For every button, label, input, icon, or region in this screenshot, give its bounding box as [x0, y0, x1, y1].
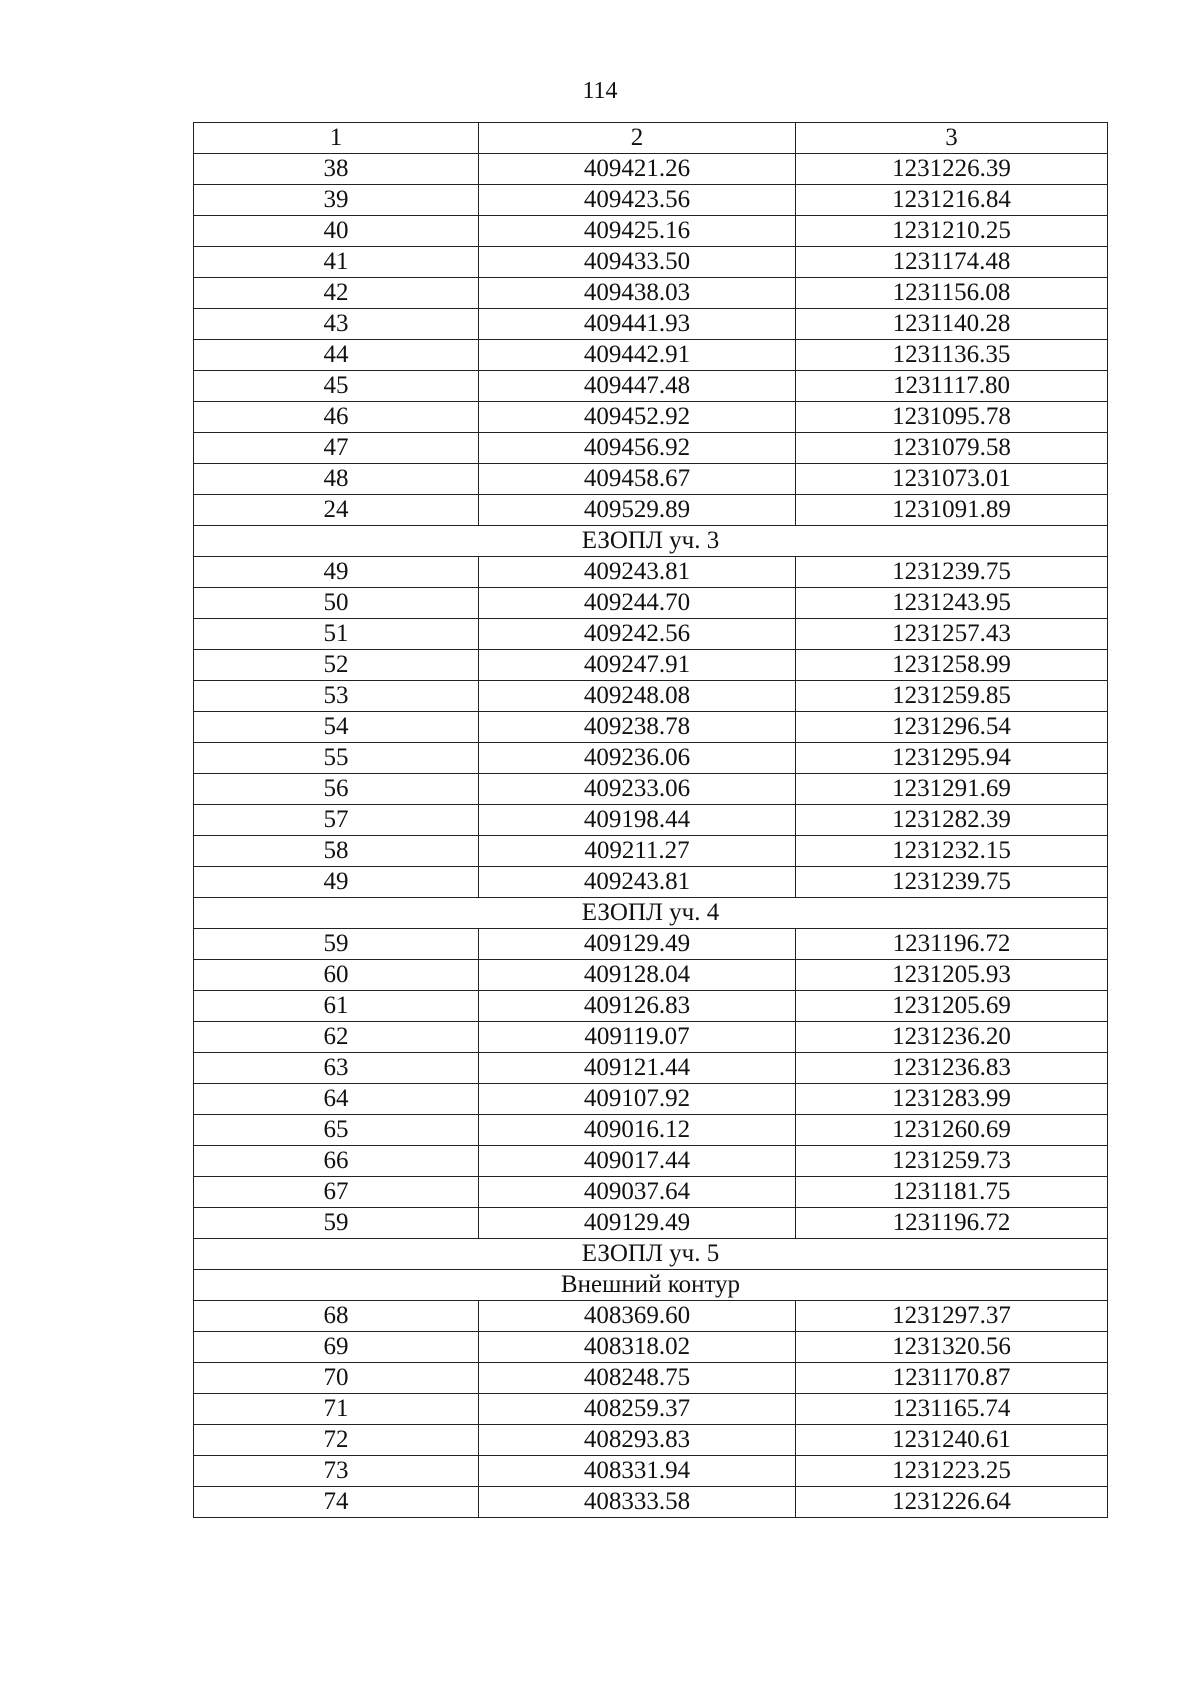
- cell-x-coordinate: 408333.58: [479, 1487, 796, 1518]
- table-row: [194, 1053, 1108, 1084]
- cell-point-number: 38: [194, 154, 479, 185]
- cell-point-number: 56: [194, 774, 479, 805]
- cell-point-number: 73: [194, 1456, 479, 1487]
- cell-x-coordinate: 409119.07: [479, 1022, 796, 1053]
- cell-point-number: 50: [194, 588, 479, 619]
- cell-y-coordinate: 1231239.75: [796, 557, 1108, 588]
- cell-y-coordinate: 1231170.87: [796, 1363, 1108, 1394]
- cell-x-coordinate: 409425.16: [479, 216, 796, 247]
- cell-x-coordinate: 409433.50: [479, 247, 796, 278]
- cell-y-coordinate: 1231210.25: [796, 216, 1108, 247]
- cell-point-number: 65: [194, 1115, 479, 1146]
- cell-y-coordinate: 1231216.84: [796, 185, 1108, 216]
- cell-y-coordinate: 1231117.80: [796, 371, 1108, 402]
- cell-point-number: 67: [194, 1177, 479, 1208]
- cell-y-coordinate: 1231232.15: [796, 836, 1108, 867]
- cell-point-number: 68: [194, 1301, 479, 1332]
- cell-point-number: 66: [194, 1146, 479, 1177]
- cell-x-coordinate: 408293.83: [479, 1425, 796, 1456]
- table-body: [194, 123, 1108, 1518]
- cell-x-coordinate: 408248.75: [479, 1363, 796, 1394]
- cell-point-number: 62: [194, 1022, 479, 1053]
- table-row: [194, 340, 1108, 371]
- header-cell-x: 2: [479, 123, 796, 154]
- section-title: ЕЗОПЛ уч. 4: [194, 898, 1108, 929]
- header-cell-point: 1: [194, 123, 479, 154]
- table-row: [194, 154, 1108, 185]
- cell-x-coordinate: 409238.78: [479, 712, 796, 743]
- cell-y-coordinate: 1231073.01: [796, 464, 1108, 495]
- table-row: [194, 1115, 1108, 1146]
- section-row: [194, 898, 1108, 929]
- cell-point-number: 70: [194, 1363, 479, 1394]
- cell-y-coordinate: 1231259.85: [796, 681, 1108, 712]
- cell-point-number: 48: [194, 464, 479, 495]
- table-row: [194, 805, 1108, 836]
- cell-y-coordinate: 1231258.99: [796, 650, 1108, 681]
- cell-x-coordinate: 409121.44: [479, 1053, 796, 1084]
- cell-y-coordinate: 1231257.43: [796, 619, 1108, 650]
- cell-point-number: 42: [194, 278, 479, 309]
- cell-point-number: 63: [194, 1053, 479, 1084]
- cell-y-coordinate: 1231240.61: [796, 1425, 1108, 1456]
- cell-y-coordinate: 1231226.64: [796, 1487, 1108, 1518]
- section-row: [194, 1270, 1108, 1301]
- header-cell-y: 3: [796, 123, 1108, 154]
- table-row: [194, 929, 1108, 960]
- cell-y-coordinate: 1231205.93: [796, 960, 1108, 991]
- cell-x-coordinate: 409243.81: [479, 557, 796, 588]
- cell-x-coordinate: 408259.37: [479, 1394, 796, 1425]
- cell-y-coordinate: 1231243.95: [796, 588, 1108, 619]
- table-row: [194, 1456, 1108, 1487]
- cell-point-number: 46: [194, 402, 479, 433]
- cell-y-coordinate: 1231320.56: [796, 1332, 1108, 1363]
- cell-y-coordinate: 1231236.20: [796, 1022, 1108, 1053]
- table-row: [194, 1394, 1108, 1425]
- cell-point-number: 69: [194, 1332, 479, 1363]
- table-row: [194, 402, 1108, 433]
- cell-point-number: 24: [194, 495, 479, 526]
- table-row: [194, 1487, 1108, 1518]
- cell-point-number: 60: [194, 960, 479, 991]
- cell-point-number: 47: [194, 433, 479, 464]
- cell-x-coordinate: 409129.49: [479, 1208, 796, 1239]
- cell-x-coordinate: 409107.92: [479, 1084, 796, 1115]
- cell-x-coordinate: 409233.06: [479, 774, 796, 805]
- table-row: [194, 1301, 1108, 1332]
- cell-x-coordinate: 409442.91: [479, 340, 796, 371]
- cell-point-number: 54: [194, 712, 479, 743]
- cell-point-number: 41: [194, 247, 479, 278]
- cell-y-coordinate: 1231291.69: [796, 774, 1108, 805]
- cell-x-coordinate: 409211.27: [479, 836, 796, 867]
- cell-y-coordinate: 1231226.39: [796, 154, 1108, 185]
- coordinates-table: [193, 122, 1108, 1518]
- cell-y-coordinate: 1231236.83: [796, 1053, 1108, 1084]
- cell-point-number: 43: [194, 309, 479, 340]
- cell-point-number: 71: [194, 1394, 479, 1425]
- cell-x-coordinate: 408318.02: [479, 1332, 796, 1363]
- cell-point-number: 49: [194, 557, 479, 588]
- table-row: [194, 278, 1108, 309]
- cell-y-coordinate: 1231165.74: [796, 1394, 1108, 1425]
- page-number: 114: [582, 78, 618, 104]
- table-row: [194, 1425, 1108, 1456]
- cell-x-coordinate: 409248.08: [479, 681, 796, 712]
- cell-point-number: 59: [194, 929, 479, 960]
- cell-y-coordinate: 1231283.99: [796, 1084, 1108, 1115]
- cell-y-coordinate: 1231140.28: [796, 309, 1108, 340]
- table-row: [194, 433, 1108, 464]
- cell-point-number: 45: [194, 371, 479, 402]
- cell-point-number: 55: [194, 743, 479, 774]
- cell-y-coordinate: 1231079.58: [796, 433, 1108, 464]
- table-row: [194, 371, 1108, 402]
- cell-point-number: 74: [194, 1487, 479, 1518]
- cell-y-coordinate: 1231156.08: [796, 278, 1108, 309]
- table-row: [194, 836, 1108, 867]
- cell-x-coordinate: 409198.44: [479, 805, 796, 836]
- table-row: [194, 1208, 1108, 1239]
- cell-x-coordinate: 409447.48: [479, 371, 796, 402]
- cell-x-coordinate: 409441.93: [479, 309, 796, 340]
- cell-point-number: 40: [194, 216, 479, 247]
- section-row: [194, 1239, 1108, 1270]
- cell-x-coordinate: 409438.03: [479, 278, 796, 309]
- cell-point-number: 58: [194, 836, 479, 867]
- table-row: [194, 1084, 1108, 1115]
- cell-point-number: 59: [194, 1208, 479, 1239]
- table-row: [194, 1146, 1108, 1177]
- table-row: [194, 743, 1108, 774]
- cell-y-coordinate: 1231259.73: [796, 1146, 1108, 1177]
- table-row: [194, 1363, 1108, 1394]
- cell-y-coordinate: 1231095.78: [796, 402, 1108, 433]
- cell-y-coordinate: 1231205.69: [796, 991, 1108, 1022]
- cell-x-coordinate: 409421.26: [479, 154, 796, 185]
- cell-point-number: 72: [194, 1425, 479, 1456]
- cell-y-coordinate: 1231296.54: [796, 712, 1108, 743]
- table-row: [194, 681, 1108, 712]
- cell-y-coordinate: 1231181.75: [796, 1177, 1108, 1208]
- cell-y-coordinate: 1231282.39: [796, 805, 1108, 836]
- cell-point-number: 44: [194, 340, 479, 371]
- table-row: [194, 774, 1108, 805]
- cell-y-coordinate: 1231091.89: [796, 495, 1108, 526]
- section-title: Внешний контур: [194, 1270, 1108, 1301]
- table-header-row: [194, 123, 1108, 154]
- cell-point-number: 53: [194, 681, 479, 712]
- table-row: [194, 464, 1108, 495]
- cell-x-coordinate: 409017.44: [479, 1146, 796, 1177]
- table-row: [194, 1022, 1108, 1053]
- cell-point-number: 39: [194, 185, 479, 216]
- cell-y-coordinate: 1231239.75: [796, 867, 1108, 898]
- cell-point-number: 49: [194, 867, 479, 898]
- cell-x-coordinate: 408331.94: [479, 1456, 796, 1487]
- cell-y-coordinate: 1231223.25: [796, 1456, 1108, 1487]
- cell-x-coordinate: 409529.89: [479, 495, 796, 526]
- cell-x-coordinate: 409456.92: [479, 433, 796, 464]
- cell-point-number: 52: [194, 650, 479, 681]
- table-row: [194, 867, 1108, 898]
- cell-y-coordinate: 1231136.35: [796, 340, 1108, 371]
- cell-y-coordinate: 1231196.72: [796, 1208, 1108, 1239]
- cell-x-coordinate: 409129.49: [479, 929, 796, 960]
- cell-x-coordinate: 409128.04: [479, 960, 796, 991]
- cell-point-number: 61: [194, 991, 479, 1022]
- cell-point-number: 51: [194, 619, 479, 650]
- cell-x-coordinate: 409016.12: [479, 1115, 796, 1146]
- cell-x-coordinate: 409243.81: [479, 867, 796, 898]
- table-row: [194, 712, 1108, 743]
- cell-x-coordinate: 409037.64: [479, 1177, 796, 1208]
- table-row: [194, 619, 1108, 650]
- table-row: [194, 588, 1108, 619]
- cell-x-coordinate: 409126.83: [479, 991, 796, 1022]
- table-row: [194, 650, 1108, 681]
- table-row: [194, 1332, 1108, 1363]
- cell-y-coordinate: 1231196.72: [796, 929, 1108, 960]
- cell-x-coordinate: 409452.92: [479, 402, 796, 433]
- cell-y-coordinate: 1231295.94: [796, 743, 1108, 774]
- table-row: [194, 216, 1108, 247]
- cell-x-coordinate: 408369.60: [479, 1301, 796, 1332]
- table-row: [194, 309, 1108, 340]
- table-row: [194, 495, 1108, 526]
- cell-point-number: 57: [194, 805, 479, 836]
- cell-point-number: 64: [194, 1084, 479, 1115]
- cell-x-coordinate: 409242.56: [479, 619, 796, 650]
- cell-x-coordinate: 409247.91: [479, 650, 796, 681]
- cell-x-coordinate: 409423.56: [479, 185, 796, 216]
- table-row: [194, 960, 1108, 991]
- cell-y-coordinate: 1231297.37: [796, 1301, 1108, 1332]
- cell-y-coordinate: 1231260.69: [796, 1115, 1108, 1146]
- table-row: [194, 557, 1108, 588]
- section-row: [194, 526, 1108, 557]
- cell-x-coordinate: 409236.06: [479, 743, 796, 774]
- cell-x-coordinate: 409244.70: [479, 588, 796, 619]
- section-title: ЕЗОПЛ уч. 5: [194, 1239, 1108, 1270]
- cell-x-coordinate: 409458.67: [479, 464, 796, 495]
- table-row: [194, 185, 1108, 216]
- table-row: [194, 247, 1108, 278]
- section-title: ЕЗОПЛ уч. 3: [194, 526, 1108, 557]
- cell-y-coordinate: 1231174.48: [796, 247, 1108, 278]
- table-row: [194, 991, 1108, 1022]
- table-row: [194, 1177, 1108, 1208]
